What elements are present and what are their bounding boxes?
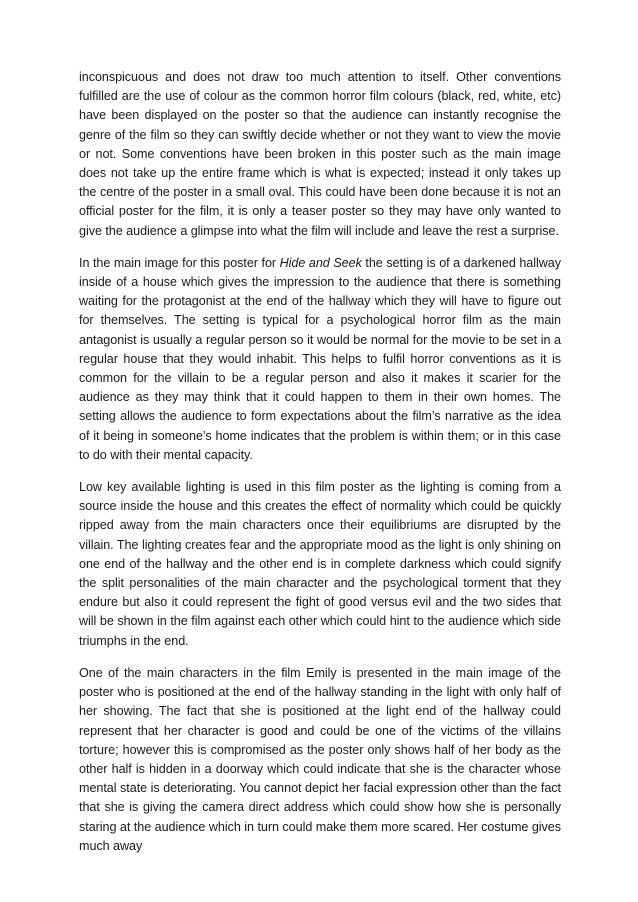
paragraph-text: inconspicuous and does not draw too much attention to itself. Other conventions fulfilled are the use of colour as the common horror film colours (black, red, white, etc) have been displayed on the poster so that the audience can instantly recognise the genre of the film so they can swiftly decide whether or not they want to view the movie or not. Some conventions have been broken in this poster such as the main image does not take up the entire frame which is what is expected; instead it only takes up the centre of the poster in a small oval. This could have been done because it is not an official poster for the film, it is only a teaser poster so they may have only wanted to give the audience a glimpse into what the film will include and leave the rest a surprise. [79, 70, 561, 238]
paragraph-characters [79, 664, 561, 856]
film-title: Hide and Seek [279, 255, 362, 270]
paragraph-text: Low key available lighting is used in this film poster as the lighting is coming from a source inside the house and this creates the effect of normality which could be quickly ripped away from the main characters once their equilibriums are disrupted by the villain. The lighting creates fear and the appropriate mood as the light is only shining on one end of the hallway and the other end is in complete darkness which could signify the split personalities of the main character and the psychological torment that they endure but also it could represent the fight of good versus evil and the two sides that will be shown in the film against each other which could hint to the audience which side triumphs in the end. [79, 480, 561, 648]
paragraph-text: In the main image for this poster for [79, 255, 280, 270]
paragraph-lighting [79, 478, 561, 651]
paragraph-setting [79, 254, 561, 465]
paragraph-text: the setting is of a darkened hallway inside of a house which gives the impression to the audience that there is something waiting for the protagonist at the end of the hallway which they will have to figure out for themselves. The setting is typical for a psychological horror film as the main antagonist is usually a regular person so it would be normal for the movie to be set in a regular house that they would inhabit. This helps to fulfil horror conventions as it is common for the villain to be a regular person and also it makes it scarier for the audience as they may think that it could happen to them in their own homes. The setting allows the audience to form expectations about the film’s narrative as the idea of it being in someone’s home indicates that the problem is within them; or in this case to do with their mental capacity. [79, 255, 562, 462]
paragraph-text: One of the main characters in the film Emily is presented in the main image of the poster who is positioned at the end of the hallway standing in the light with only half of her showing. The fact that she is positioned at the light end of the hallway could represent that her character is good and could be one of the victims of the villains torture; however this is compromised as the poster only shows half of her body as the other half is hidden in a doorway which could indicate that she is the character whose mental state is deteriorating. You cannot depict her facial expression other than the fact that she is giving the camera direct address which could show how she is personally staring at the audience which in turn could make them more scared. Her costume gives much away [79, 665, 561, 853]
paragraph-conventions [79, 68, 561, 241]
